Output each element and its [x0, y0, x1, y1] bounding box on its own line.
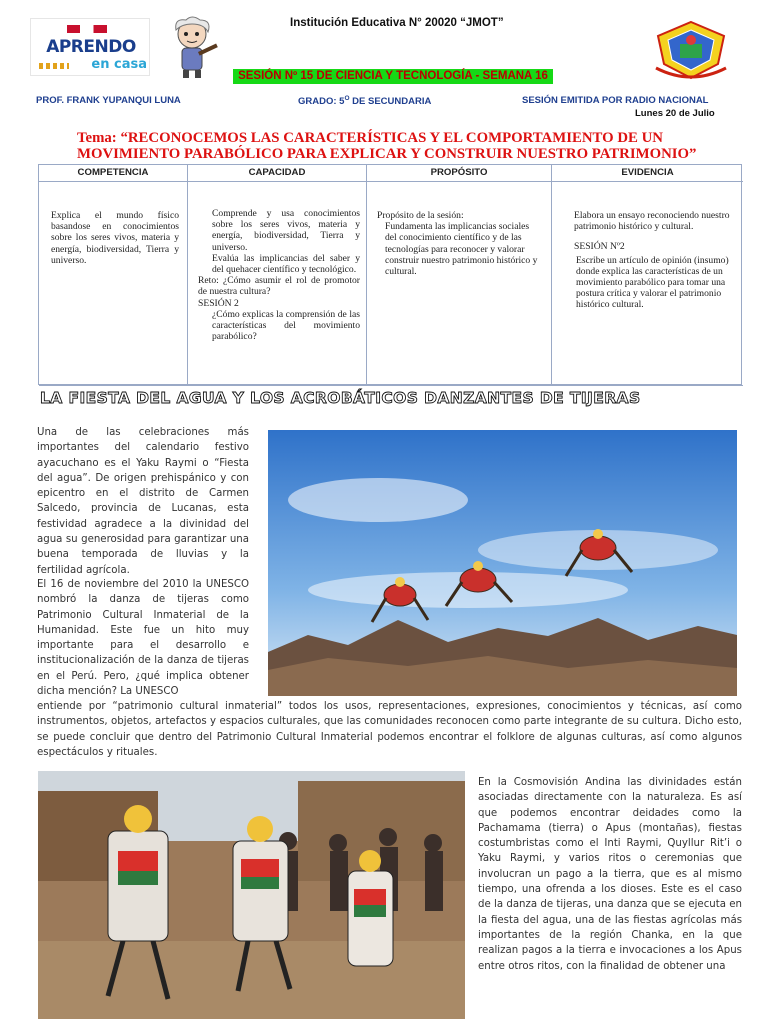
capacidad-question: ¿Cómo explicas la comprensión de las características del movimiento parabólico?	[212, 308, 360, 343]
grade-value: 5	[339, 96, 345, 108]
table-cell-capacidad	[188, 182, 367, 386]
logo-word-en-casa: en casa	[91, 57, 147, 72]
article-paragraph-1: Una de las celebraciones más importantes del calendario festivo ayacuchano es el Yaku Raymi o “Fiesta del agua”. De origen prehispánico y con epicentro en el distrito de Carmen Salcedo, provincia de Lucanas, esta festividad agradece a la divinidad del agua su generosidad para garantizar una buena temporada de lluvias y la fertilidad agrícola.	[37, 427, 249, 576]
table-header-proposito: PROPÓSITO	[367, 165, 552, 182]
article-paragraph-2: El 16 de noviembre del 2010 la UNESCO nombró la danza de tijeras como Patrimonio Cultural Inmaterial de la Humanidad. Este fue un hito muy importante para el desarrollo e institucionalización de la danza de tijeras en el Perú. Pero, ¿qué implica obtener dicha mención? La UNESCO	[37, 579, 249, 698]
grade-superscript: O	[344, 95, 350, 102]
tema-label: Tema:	[77, 130, 117, 146]
school-crest-icon	[652, 20, 730, 82]
curriculum-table	[38, 164, 742, 385]
mascot-illustration	[168, 16, 220, 80]
scissors-dancers-crowd-photo	[38, 771, 465, 1019]
logo-word-aprendo: APRENDO	[46, 37, 136, 57]
table-cell-evidencia	[552, 182, 743, 386]
table-header-capacidad: CAPACIDAD	[188, 165, 367, 182]
table-header-evidencia: EVIDENCIA	[552, 165, 743, 182]
session-date: Lunes 20 de Julio	[635, 108, 715, 119]
school-name: Institución Educativa N° 20020 “JMOT”	[290, 17, 504, 29]
logo-dots-decoration	[39, 63, 69, 69]
peru-flag-icon	[67, 25, 107, 33]
teacher-name: PROF. FRANK YUPANQUI LUNA	[36, 95, 181, 106]
capacidad-item-2: Evalúa las implicancias del saber y del quehacer científico y tecnológico.	[212, 252, 360, 276]
proposito-text: Fundamenta las implicancias sociales del conocimiento científico y de las tecnologías para reconocer y valorar construir nuestro patrimonio histórico y cultural.	[385, 221, 538, 278]
evidencia-session-label: SESIÓN Nº2	[574, 241, 625, 253]
grade-label: GRADO:	[298, 96, 337, 108]
table-header-competencia: COMPETENCIA	[39, 165, 188, 182]
article-paragraph-3: entiende por “patrimonio cultural inmaterial” todos los usos, representaciones, expresiones, conocimientos y técnicas, así como instrumentos, objetos, artefactos y espacios culturales, que las comunidades reconocen como parte integrante de su cultura. Dicho esto, se puede concluir que dentro del Patrimonio Cultural Inmaterial podemos encontrar el folklore de algunas culturas, así como algunos espectáculos y rituales.	[37, 701, 742, 758]
capacidad-session-label: SESIÓN 2	[198, 297, 239, 309]
broadcast-note: SESIÓN EMITIDA POR RADIO NACIONAL	[522, 95, 709, 106]
scissors-dancers-leaping-photo	[268, 430, 737, 696]
tema-heading	[77, 130, 737, 162]
aprendo-en-casa-logo	[30, 18, 150, 76]
grade	[298, 95, 431, 107]
grade-suffix: DE SECUNDARIA	[352, 96, 432, 108]
table-cell-proposito	[367, 182, 552, 386]
table-cell-competencia: Explica el mundo físico basandose en conocimientos sobre los seres vivos, materia y energía, biodiversidad, Tierra y universo.	[39, 182, 188, 386]
capacidad-item-1: Comprende y usa conocimientos sobre los seres vivos, materia y energía, biodiversidad, Tierra y universo.	[212, 208, 360, 253]
session-title: SESIÓN Nº 15 DE CIENCIA Y TECNOLOGÍA - SEMANA 16	[233, 69, 553, 84]
proposito-label: Propósito de la sesión:	[377, 210, 464, 221]
evidencia-item-1: Elabora un ensayo reconociendo nuestro patrimonio histórico y cultural.	[574, 210, 730, 233]
article-title: LA FIESTA DEL AGUA Y LOS ACROBÁTICOS DANZANTES DE TIJERAS	[40, 389, 641, 407]
tema-text: “RECONOCEMOS LAS CARACTERÍSTICAS Y EL COMPORTAMIENTO DE UN MOVIMIENTO PARABÓLICO PARA EXPLICAR Y CONSTRUIR NUESTRO PATRIMONIO”	[77, 130, 697, 162]
evidencia-item-2: Escribe un artículo de opinión (insumo) donde explica las características de un movimiento parabólico para tomar una postura crítica y valorar el patrimonio histórico cultural.	[576, 254, 729, 311]
capacidad-reto: Reto: ¿Cómo asumir el rol de promotor de nuestra cultura?	[198, 275, 360, 298]
article-paragraph-4: En la Cosmovisión Andina las divinidades están asociadas directamente con la naturaleza. Es así que podemos encontrar deidades como la Pachamama (tierra) o Apus (montañas), fiestas costumbristas como el Inti Raymi, Quyllur Rit’i o Yaku Raymi, y varios ritos o ceremonias que involucran un pago a la tierra, que es al mismo tiempo, una ofrenda a los dioses. Este es el caso de la danza de tijeras, una danza que se ejecuta en la fiesta del agua, una de las fiestas agrícolas más importantes de la región Chanka, en la que realizan pagos a la tierra e invocaciones a los Apus entre otros ritos, con la finalidad de obtener una	[478, 777, 742, 972]
